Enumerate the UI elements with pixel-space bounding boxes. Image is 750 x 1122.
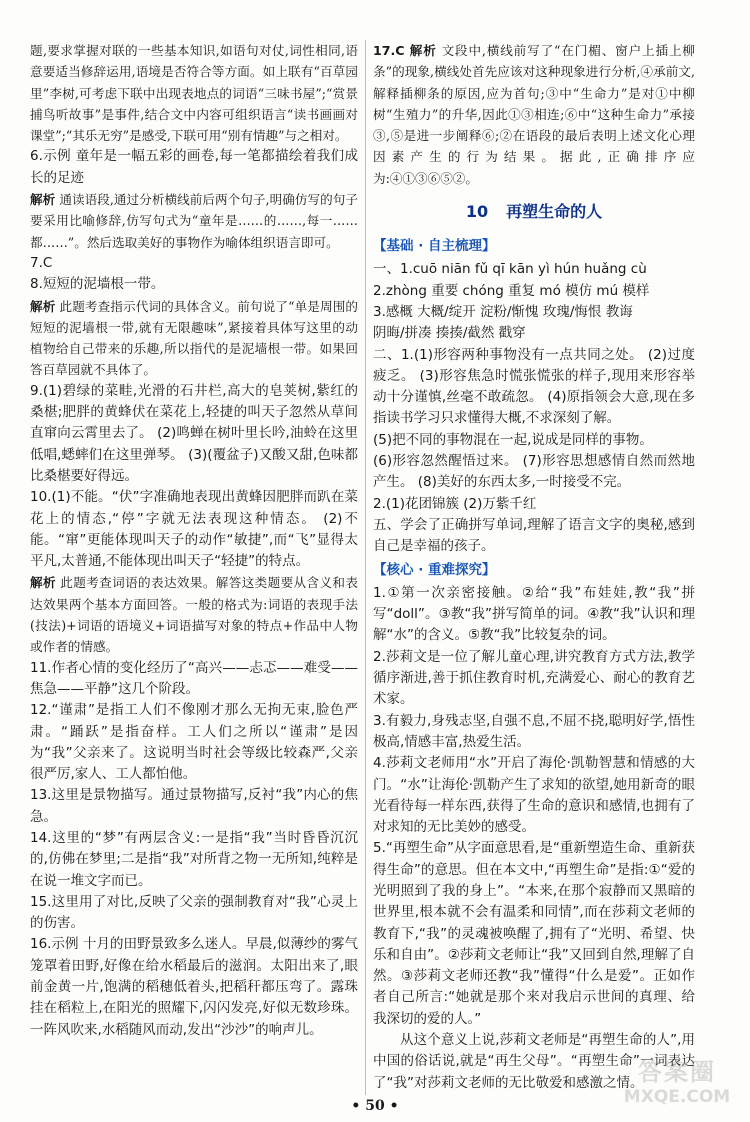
core-item-1: 1.①第一次亲密接触。②给“我”布娃娃,教“我”拼写“doll”。③教“我”拼写简单的词。④教“我”认识和理解“水”的含义。⑤教“我”比较复杂的词。	[373, 584, 695, 644]
answer-9: 9.(1)碧绿的菜畦,光滑的石井栏,高大的皂荚树,紫红的桑椹;肥胖的黄蜂伏在菜花上,轻捷的叫天子忽然从草间直窜向云霄里去了。 (2)鸣蝉在树叶里长吟,油蛉在这里低唱,蟋蟀们在这里弹琴。 (3)(覆盆子)又酸又甜,色味都比桑椹要好得远。	[30, 382, 358, 484]
answer-12: 12.“谨肃”是指工人们不像刚才那么无拘无束,脸色严肃。“踊跃”是指奋样。工人们之所以“谨肃”是因为“我”父亲来了。这说明当时社会等级比较森严,父亲很严厉,家人、工人都怕他。	[30, 702, 358, 783]
analysis-text: 通读语段,通过分析横线前后两个句子,明确仿写的句子要采用比喻修辞,仿写句式为“童年是……的……,每一……都……”。然后选取美好的事物作为喻体组织语言即可。	[30, 192, 359, 250]
answer-6-analysis	[30, 189, 358, 253]
answer-7: 7.C	[30, 254, 53, 271]
basic-item-4: 二、1.(1)形容两种事物没有一点共同之处。 (2)过度疲乏。 (3)形容焦急时慌张慌张的样子,现用来形容举动十分谨慎,丝毫不敢疏忽。 (4)原指领会大意,现在多指读书学习只求懂得大概,不求深刻了解。 (5)把不同的事物混在一起,说成是同样的事物。 (6)形容忽然醒悟过来。 (7)形容思想感情自然而然地产生。 (8)美好的东西太多,一时接受不完。	[373, 346, 695, 491]
core-item-2: 2.莎莉文是一位了解儿童心理,讲究教育方式方法,教学循序渐进,善于抓住教育时机,充满爱心、耐心的教育艺术家。	[373, 648, 695, 708]
section-basic-title: 【基础 · 自主梳理】	[373, 238, 496, 255]
answer-13: 13.这里是景物描写。通过景物描写,反衬“我”内心的焦急。	[30, 787, 358, 825]
answer-11: 11.作者心情的变化经历了“高兴——忐忑——难受——焦急——平静”这几个阶段。	[30, 659, 358, 697]
column-divider	[365, 40, 366, 1095]
basic-item-3: 3.感概 大概/绽开 淀粉/惭愧 玫瑰/悔恨 教诲 阴晦/拼凑 揍揍/截然 戳穿	[373, 303, 633, 342]
basic-item-6: 五、学会了正确拼写单词,理解了语言文字的奥秘,感到自己是幸福的孩子。	[373, 516, 695, 555]
answer-8: 8.短短的泥墙根一带。	[30, 276, 165, 293]
analysis-text: 此题考查指示代词的具体含义。前句说了“单是周围的短短的泥墙根一带,就有无限趣味”,紧接着具体写这里的动植物给自己带来的乐趣,所以指代的是泥墙根一带。如果回答百草园就不具体了。	[30, 298, 358, 378]
answer-17-text: 文段中,横线前写了“在门楣、窗户上插上柳条”的现象,横线处首先应该对这种现象进行分析,④承前文,解释插柳条的原因,应为首句;③中“生命力”是对①中柳树“生殖力”的升华,因此①③相连;⑥中“这种生命力”承接③,⑤是进一步阐释⑥;②在语段的最后表明上述文化心理因素产生的行为结果。据此,正确排序应为:④①③⑥⑤②。	[373, 43, 695, 186]
answer-8-analysis	[30, 296, 358, 381]
core-item-4: 4.莎莉文老师用“水”开启了海伦·凯勒智慧和情感的大门。“水”让海伦·凯勒产生了求知的欲望,她用新奇的眼光看待每一样东西,获得了生命的意识和感情,也拥有了对求知的无比美妙的感受。	[373, 755, 695, 836]
answer-14: 14.这里的“梦”有两层含义:一是指“我”当时昏昏沉沉的,仿佛在梦里;二是指“我”对所背之物一无所知,纯粹是在说一堆文字而已。	[30, 829, 358, 889]
watermark	[622, 1058, 732, 1116]
section-core-title: 【核心 · 重难探究】	[373, 561, 496, 578]
basic-item-2: 2.zhòng 重要 chóng 重复 mó 模仿 mú 模样	[373, 282, 650, 299]
analysis-text: 此题考查词语的表达效果。解答这类题要从含义和表达效果两个基本方面回答。一般的格式为:词语的表现手法(技法)+词语的语境义+词语描写对象的特点+作品中人物或作者的情感。	[30, 575, 358, 655]
core-item-5: 5.“再塑生命”从字面意思看,是“重新塑造生命、重新获得生命”的意思。但在本文中,“再塑生命”是指:①“爱的光明照到了我的身上”。“本来,在那个寂静而又黑暗的世界里,根本就不会有温柔和同情”,而在莎莉文老师的教育下,“我”的灵魂被唤醒了,拥有了“光明、希望、快乐和自由”。②莎莉文老师让“我”又回到自然,理解了自然。③莎莉文老师还教“我”懂得“什么是爱”。正如作者自己所言:“她就是那个来对我启示世间的真理、给我深切的爱的人。”	[373, 840, 695, 1027]
core-item-3: 3.有毅力,身残志坚,自强不息,不屈不挠,聪明好学,悟性极高,情感丰富,热爱生活。	[373, 712, 695, 750]
analysis-label: 解析	[30, 298, 56, 314]
right-column	[373, 40, 695, 1094]
answer-6: 6.示例 童年是一幅五彩的画卷,每一笔都描绘着我们成长的足迹	[30, 148, 358, 186]
answer-17-label: 17.C 解析	[373, 43, 437, 58]
lesson-heading	[373, 201, 695, 223]
basic-item-1: 一、1.cuō niān fǔ qī kān yì hún huǎng cù	[373, 261, 647, 278]
closing-paragraph: 从这个意义上说,莎莉文老师是“再塑生命的人”,用中国的俗话说,就是“再生父母”。“再塑生命”一词表达了“我”对莎莉文老师的无比敬爱和感激之情。	[373, 1032, 695, 1091]
analysis-label: 解析	[30, 575, 56, 591]
answer-17	[373, 40, 695, 189]
answer-16: 16.示例 十月的田野景致多么迷人。早晨,似薄纱的雾气笼罩着田野,好像在给水稻最后的滋润。太阳出来了,眼前金黄一片,饱满的稻穗低着头,把稻秆都压弯了。露珠挂在稻粒上,在阳光的照耀下,闪闪发亮,好似无数珍珠。一阵风吹来,水稻随风而动,发出“沙沙”的响声儿。	[30, 936, 358, 1038]
watermark-url: MXQE.COM	[623, 1087, 731, 1107]
page-number: • 50 •	[351, 1098, 399, 1114]
analysis-label: 解析	[30, 192, 56, 208]
lesson-title: 再塑生命的人	[506, 202, 603, 222]
left-column	[30, 40, 358, 1041]
answer-15: 15.这里用了对比,反映了父亲的强制教育对“我”心灵上的伤害。	[30, 893, 358, 932]
basic-item-5: 2.(1)花团锦簇 (2)万紫千红	[373, 495, 537, 512]
watermark-logo-text: 答案圈	[638, 1058, 716, 1086]
answer-5-analysis-cont: 题,要求掌握对联的一些基本知识,如语句对仗,词性相同,语意要适当修辞运用,语境是否符合等方面。如上联有“百草园里”李树,可考虑下联中出现表地点的词语“三味书屋”;“赏景捕鸟听故事”是事件,结合文中内容可组织语言“读书画画对课堂”;“其乐无穷”是感受,下联可用“别有情趣”与之相对。	[30, 43, 358, 144]
lesson-number: 10	[465, 202, 489, 222]
answer-10-analysis	[30, 572, 358, 657]
answer-10: 10.(1)不能。“伏”字准确地表现出黄蜂因肥胖而趴在菜花上的情态,“停”字就无法表现这种情态。 (2)不能。“窜”更能体现叫天子的动作“敏捷”,而“飞”显得太平凡,太普通,不能体现出叫天子“轻捷”的特点。	[30, 489, 358, 570]
